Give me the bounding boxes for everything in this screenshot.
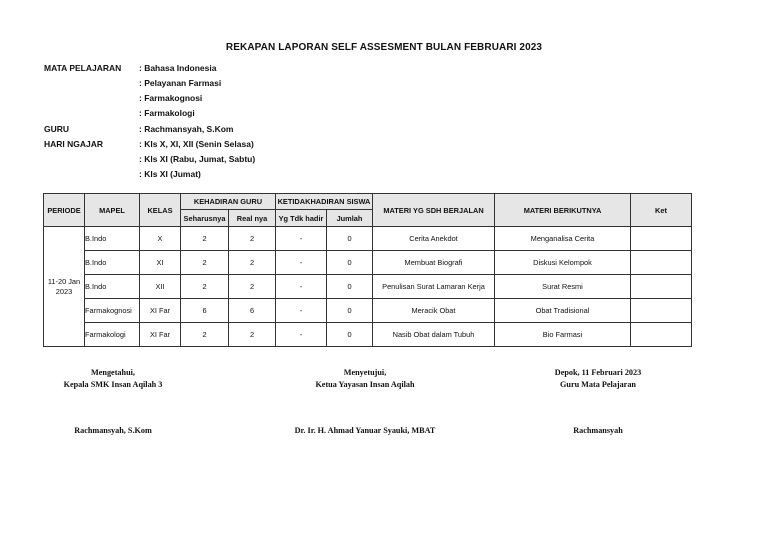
materi-sdh-cell: Membuat Biografi	[373, 251, 495, 275]
ket-cell	[631, 251, 692, 275]
mapel-cell: Farmakologi	[85, 323, 140, 347]
signature-right-line1: Depok, 11 Februari 2023	[554, 368, 642, 377]
table-row	[44, 299, 692, 323]
materi-berikut-cell: Bio Farmasi	[495, 323, 631, 347]
report-title: REKAPAN LAPORAN SELF ASSESMENT BULAN FEBRUARI 2023	[225, 42, 543, 53]
tdk-hadir-cell: -	[276, 323, 327, 347]
seharusnya-cell: 6	[181, 299, 229, 323]
tdk-hadir-cell: -	[276, 251, 327, 275]
header-seharusnya: Seharusnya	[181, 210, 229, 227]
header-materi-sdh-berjalan: MATERI YG SDH BERJALAN	[373, 194, 495, 227]
signature-left-line1: Mengetahui,	[91, 368, 135, 377]
mata-pelajaran-label: MATA PELAJARAN	[44, 63, 122, 73]
header-periode: PERIODE	[44, 194, 85, 227]
header-kelas: KELAS	[140, 194, 181, 227]
jumlah-cell: 0	[327, 323, 373, 347]
kelas-cell: XI	[140, 251, 181, 275]
header-materi-berikutnya: MATERI BERIKUTNYA	[495, 194, 631, 227]
signature-left-name: Rachmansyah, S.Kom	[74, 426, 152, 435]
signature-center-line2: Ketua Yayasan Insan Aqilah	[315, 380, 415, 389]
seharusnya-cell: 2	[181, 251, 229, 275]
ket-cell	[631, 275, 692, 299]
materi-sdh-cell: Meracik Obat	[373, 299, 495, 323]
ket-cell	[631, 227, 692, 251]
materi-berikut-cell: Obat Tradisional	[495, 299, 631, 323]
signature-block-center	[285, 367, 445, 391]
jumlah-cell: 0	[327, 227, 373, 251]
realnya-cell: 2	[229, 323, 276, 347]
materi-sdh-cell: Cerita Anekdot	[373, 227, 495, 251]
table-row	[44, 323, 692, 347]
table-row	[44, 275, 692, 299]
mapel-cell: B.Indo	[85, 251, 140, 275]
jumlah-cell: 0	[327, 275, 373, 299]
header-mapel: MAPEL	[85, 194, 140, 227]
mata-pelajaran-value: : Farmakognosi	[139, 93, 203, 103]
mata-pelajaran-value: : Pelayanan Farmasi	[139, 78, 222, 88]
jumlah-cell: 0	[327, 299, 373, 323]
kelas-cell: XII	[140, 275, 181, 299]
tdk-hadir-cell: -	[276, 275, 327, 299]
ket-cell	[631, 323, 692, 347]
jumlah-cell: 0	[327, 251, 373, 275]
seharusnya-cell: 2	[181, 227, 229, 251]
report-table	[43, 193, 692, 347]
hari-ngajar-label: HARI NGAJAR	[44, 139, 104, 149]
header-ket: Ket	[631, 194, 692, 227]
ket-cell	[631, 299, 692, 323]
signature-right-name: Rachmansyah	[573, 426, 623, 435]
hari-ngajar-value: : Kls XI (Jumat)	[139, 169, 201, 179]
hari-ngajar-value: : Kls XI (Rabu, Jumat, Sabtu)	[139, 154, 256, 164]
mapel-cell: B.Indo	[85, 275, 140, 299]
header-kehadiran-guru: KEHADIRAN GURU	[181, 194, 276, 210]
mapel-cell: Farmakognosi	[85, 299, 140, 323]
signature-center-name: Dr. Ir. H. Ahmad Yanuar Syauki, MBAT	[294, 426, 436, 435]
hari-ngajar-value: : Kls X, XI, XII (Senin Selasa)	[139, 139, 254, 149]
signature-block-right	[518, 367, 678, 391]
tdk-hadir-cell: -	[276, 299, 327, 323]
realnya-cell: 2	[229, 227, 276, 251]
header-ketidakhadiran-siswa: KETIDAKHADIRAN SISWA	[276, 194, 373, 210]
signature-right-line2: Guru Mata Pelajaran	[560, 380, 636, 389]
table-row	[44, 227, 692, 251]
header-tdk-hadir: Yg Tdk hadir	[276, 210, 327, 227]
signature-block-left	[33, 367, 193, 391]
mata-pelajaran-value: : Bahasa Indonesia	[139, 63, 217, 73]
materi-sdh-cell: Penulisan Surat Lamaran Kerja	[373, 275, 495, 299]
materi-berikut-cell: Menganalisa Cerita	[495, 227, 631, 251]
guru-value: : Rachmansyah, S.Kom	[139, 124, 234, 134]
materi-berikut-cell: Diskusi Kelompok	[495, 251, 631, 275]
kelas-cell: XI Far	[140, 323, 181, 347]
header-realnya: Real nya	[229, 210, 276, 227]
table-row	[44, 251, 692, 275]
kelas-cell: X	[140, 227, 181, 251]
seharusnya-cell: 2	[181, 275, 229, 299]
periode-cell: 11-20 Jan 2023	[44, 227, 85, 347]
mapel-cell: B.Indo	[85, 227, 140, 251]
mata-pelajaran-value: : Farmakologi	[139, 108, 195, 118]
signature-left-line2: Kepala SMK Insan Aqilah 3	[63, 380, 163, 389]
tdk-hadir-cell: -	[276, 227, 327, 251]
realnya-cell: 6	[229, 299, 276, 323]
kelas-cell: XI Far	[140, 299, 181, 323]
guru-label: GURU	[44, 124, 70, 134]
realnya-cell: 2	[229, 275, 276, 299]
seharusnya-cell: 2	[181, 323, 229, 347]
materi-berikut-cell: Surat Resmi	[495, 275, 631, 299]
materi-sdh-cell: Nasib Obat dalam Tubuh	[373, 323, 495, 347]
signature-center-line1: Menyetujui,	[343, 368, 387, 377]
header-jumlah: Jumlah	[327, 210, 373, 227]
realnya-cell: 2	[229, 251, 276, 275]
